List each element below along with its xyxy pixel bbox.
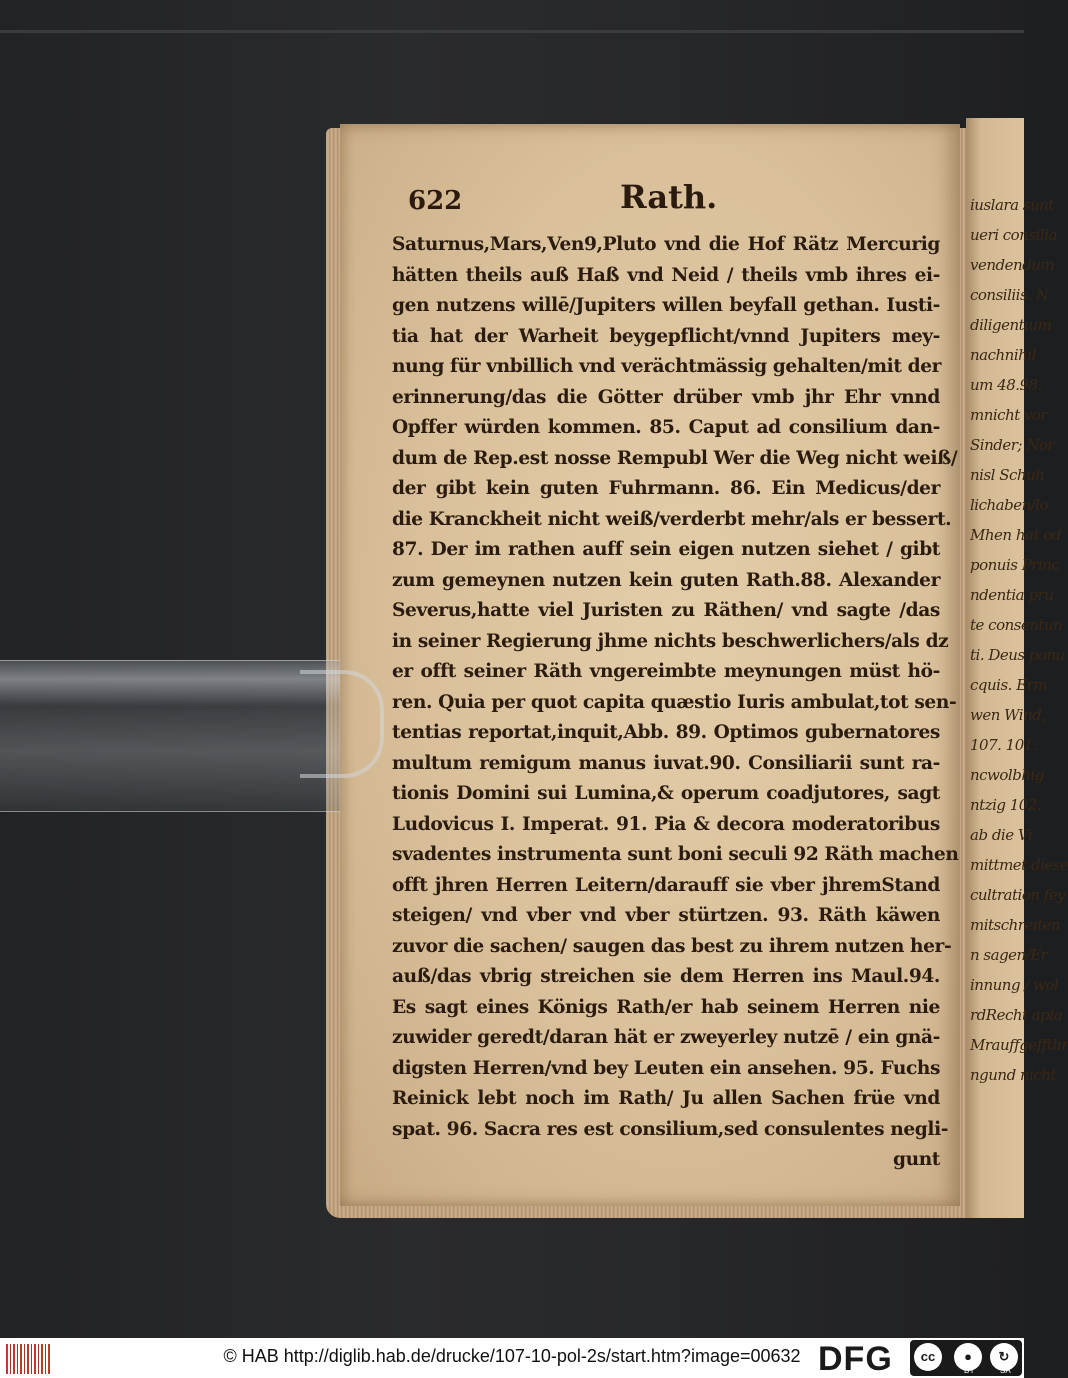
- adjacent-page-fragment: ngund nicht: [970, 1066, 1057, 1084]
- copyright-link[interactable]: © HAB http://diglib.hab.de/drucke/107-10-pol-2s/start.htm?image=00632: [223, 1346, 801, 1366]
- text-line: multum remigum manus iuvat.90. Consiliarii sunt ra-: [392, 752, 940, 774]
- adjacent-page-fragment: rdRecht apla: [970, 1006, 1063, 1024]
- text-line: Ludovicus I. Imperat. 91. Pia & decora moderatoribus: [392, 813, 940, 835]
- adjacent-page-fragment: mnicht vor: [970, 406, 1048, 424]
- adjacent-page-fragment: ti. Deus ponu: [970, 646, 1065, 664]
- adjacent-page-fragment: ponuis Princ: [970, 556, 1060, 574]
- text-line: der gibt kein guten Fuhrmann. 86. Ein Medicus/der: [392, 478, 940, 499]
- adjacent-page-fragment: cultration fey: [970, 886, 1066, 904]
- text-line: Saturnus,Mars,Ven9,Pluto vnd die Hof Rätz Mercurig: [392, 234, 940, 255]
- text-line: tentias reportat,inquit,Abb. 89. Optimos gubernatores: [392, 722, 940, 743]
- adjacent-page-fragment: ab die Vi: [970, 826, 1033, 844]
- sa-icon: ↻: [990, 1343, 1018, 1371]
- text-line: tia hat der Warheit beygepflicht/vnnd Jupiters mey-: [392, 325, 940, 347]
- adjacent-page-fragment: ndentia pru: [970, 586, 1054, 604]
- text-line: gen nutzens willē/Jupiters willen beyfall gethan. Iusti-: [392, 295, 940, 316]
- text-line: offt jhren Herren Leitern/darauff sie vber jhremStand: [392, 874, 940, 896]
- adjacent-page-fragment: Mhen hat od: [970, 526, 1061, 544]
- by-label: BY: [964, 1366, 975, 1375]
- text-line: dum de Rep.est nosse Rempubl Wer die Weg nicht weiß/: [392, 447, 958, 469]
- adjacent-page-fragment: ncwolbhig: [970, 766, 1044, 784]
- text-line: Opffer würden kommen. 85. Caput ad consilium dan-: [392, 417, 940, 438]
- page-text-block: [392, 230, 959, 1176]
- adjacent-page-fragment: cquis. Erm: [970, 676, 1048, 694]
- adjacent-page-fragment: ueri consilia: [970, 226, 1057, 244]
- text-line: zuwider geredt/daran hät er zweyerley nutzē / ein gnä-: [392, 1027, 940, 1048]
- by-icon: ●: [954, 1343, 982, 1371]
- scan-edge-line: [0, 30, 1024, 33]
- adjacent-page-fragment: nachnihil: [970, 346, 1036, 364]
- text-line: erinnerung/das die Götter drüber vmb jhr Ehr vnnd: [392, 386, 940, 408]
- adjacent-page-fragment: 107. 101.: [970, 736, 1038, 754]
- text-line: auß/das vbrig streichen sie dem Herren ins Maul.94.: [392, 966, 940, 987]
- adjacent-page-fragment: mitschreiten: [970, 916, 1061, 934]
- adjacent-page-fragment: innung / wol: [970, 976, 1059, 994]
- text-line: digsten Herren/vnd bey Leuten ein ansehen. 95. Fuchs: [392, 1057, 941, 1079]
- text-line: steigen/ vnd vber vnd vber stürtzen. 93. Räth käwen: [392, 905, 940, 926]
- adjacent-page-fragment: ntzig 102.: [970, 796, 1042, 814]
- text-line: Reinick lebt noch im Rath/ Ju allen Sachen früe vnd: [392, 1088, 940, 1109]
- text-line: Es sagt eines Königs Rath/er hab seinem Herren nie: [392, 996, 940, 1018]
- text-line: in seiner Regierung jhme nichts beschwerlichers/als dz: [392, 630, 949, 652]
- text-line: svadentes instrumenta sunt boni seculi 92 Räth machen: [392, 844, 959, 865]
- text-line: er offt seiner Räth vngereimbte meynungen müst hö-: [392, 661, 940, 682]
- cc-icon: cc: [914, 1343, 942, 1371]
- adjacent-page-fragment: vendendum: [970, 256, 1055, 274]
- text-line: hätten theils auß Haß vnd Neid / theils vmb ihres ei-: [392, 264, 940, 286]
- text-line: ren. Quia per quot capita quæstio Iuris ambulat,tot sen-: [392, 691, 957, 713]
- sa-label: SA: [1000, 1366, 1011, 1375]
- adjacent-page-fragment: consiliis. N: [970, 286, 1049, 304]
- glass-plate: [0, 660, 340, 812]
- text-line: tionis Domini sui Lumina,& operum coadjutores, sagt: [392, 783, 940, 804]
- dfg-logo: DFG: [818, 1340, 893, 1378]
- adjacent-page-fragment: iuslara sunt: [970, 196, 1054, 214]
- adjacent-page-margin: [966, 118, 1068, 1218]
- text-line: zum gemeynen nutzen kein guten Rath.88. Alexander: [392, 569, 940, 591]
- adjacent-page-fragment: nisl Schuh: [970, 466, 1045, 484]
- adjacent-page-fragment: n sagen/Er: [970, 946, 1048, 964]
- adjacent-page-fragment: Sinder; Nor: [970, 436, 1055, 454]
- adjacent-page-fragment: te consentun: [970, 616, 1063, 634]
- text-line: spat. 96. Sacra res est consilium,sed consulentes negli-: [392, 1118, 949, 1140]
- text-line: nung für vnbillich vnd verächtmässig gehalten/mit der: [392, 356, 942, 377]
- adjacent-page-fragment: lichaben/lo: [970, 496, 1049, 514]
- text-line: gunt: [892, 1149, 940, 1170]
- adjacent-page-fragment: mittmet diese: [970, 856, 1068, 874]
- text-line: 87. Der im rathen auff sein eigen nutzen siehet / gibt: [392, 539, 940, 560]
- cc-license-badge[interactable]: [910, 1340, 1022, 1376]
- adjacent-page-fragment: diligentium: [970, 316, 1052, 334]
- glass-plate-edge: [300, 670, 384, 778]
- text-line: zuvor die sachen/ saugen das best zu ihrem nutzen her-: [392, 935, 952, 957]
- text-line: Severus,hatte viel Juristen zu Räthen/ vnd sagte /das: [392, 600, 940, 621]
- page-number: 622: [408, 186, 463, 216]
- running-head: Rath.: [620, 178, 718, 216]
- adjacent-page-fragment: Mrauffgeffthr: [970, 1036, 1068, 1054]
- adjacent-page-fragment: um 48.98.: [970, 376, 1042, 394]
- text-line: die Kranckheit nicht weiß/verderbt mehr/als er bessert.: [392, 508, 952, 530]
- adjacent-page-fragment: wen Wind,: [970, 706, 1046, 724]
